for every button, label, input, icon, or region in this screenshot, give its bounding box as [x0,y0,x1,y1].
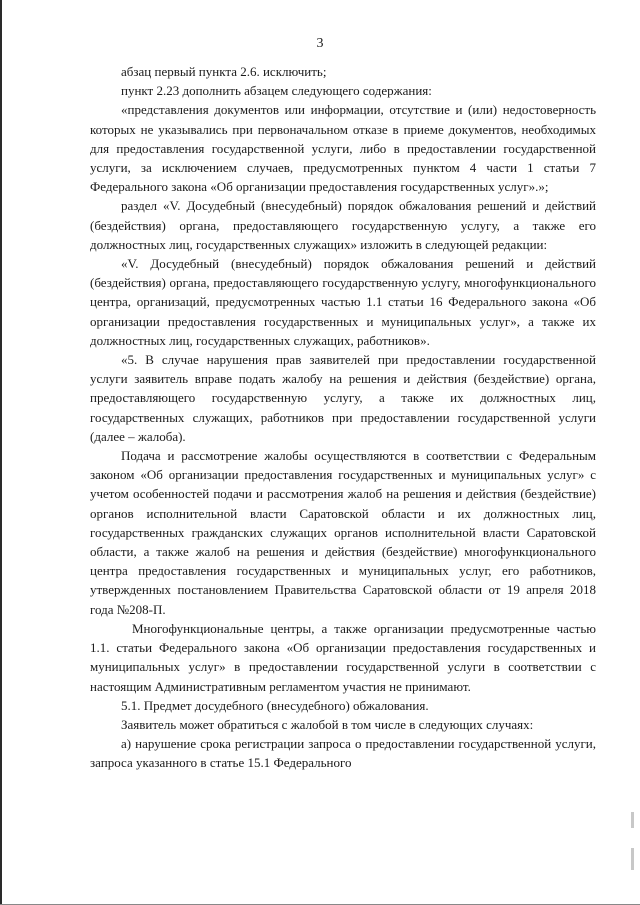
paragraph: «представления документов или информации, отсутствие и (или) недостоверность которых не указывались при первоначальном отказе в приеме документов, необходимых для предоставления государственной услуги, либо в предоставлении государственной услуги, за исключением случаев, предусмотренных пунктом 4 части 1 статьи 7 Федерального закона «Об организации предоставления государственных услуг».»; [90,102,596,195]
paragraph: а) нарушение срока регистрации запроса о предоставлении государственной услуги, запроса указанного в статье 15.1 Федерального [90,736,596,771]
scan-artifact [631,848,634,870]
paragraph: 5.1. Предмет досудебного (внесудебного) обжалования. [121,697,429,713]
paragraph: Многофункциональные центры, а также организации предусмотренные частью 1.1. статьи Федерального закона «Об организации предоставления государственных и муниципальных услуг» в предоставлении государственной услуги в соответствии с настоящим Административным регламентом участия не принимают. [90,620,596,694]
paragraph: Подача и рассмотрение жалобы осуществляются в соответствии с Федеральным законом «Об организации предоставления государственных и муниципальных услуг» с учетом особенностей подачи и рассмотрения жалоб на решения и действия (бездействие) органов исполнительной власти Саратовской области и их должностных лиц, государственных гражданских служащих органов исполнительной власти Саратовской области, а также жалоб на решения и действия (бездействие) многофункционального центра предоставления государственных и муниципальных услуг, его работников, утвержденных постановлением Правительства Саратовской области от 19 апреля 2018 года №208-П. [90,448,596,617]
page-number: 3 [316,36,324,51]
paragraph: абзац первый пункта 2.6. исключить; [121,64,327,79]
scan-edge-left [0,0,2,905]
paragraph: пункт 2.23 дополнить абзацем следующего содержания: [121,83,432,99]
paragraph: раздел «V. Досудебный (внесудебный) порядок обжалования решений и действий (бездействия) органа, предоставляющего государственную услугу, а также его должностных лиц, государственных служащих» изложить в следующей редакции: [90,198,596,252]
paragraph: Заявитель может обратиться с жалобой в том числе в следующих случаях: [121,716,534,732]
document-body [90,62,596,773]
paragraph: «5. В случае нарушения прав заявителей при предоставлении государственной услуги заявитель вправе подать жалобу на решения и действия (бездействие) органа, предоставляющего государственную услугу, а также их должностных лиц, государственных служащих, работников при предоставлении государственной услуги (далее – жалоба). [90,352,596,444]
scan-artifact [631,812,634,828]
paragraph: «V. Досудебный (внесудебный) порядок обжалования решений и действий (бездействия) органа, предоставляющего государственную услугу, многофункционального центра, организаций, предусмотренных частью 1.1 статьи 16 Федерального закона «Об организации предоставления государственных и муниципальных услуг», а также их должностных лиц, государственных служащих, работников». [90,256,596,348]
